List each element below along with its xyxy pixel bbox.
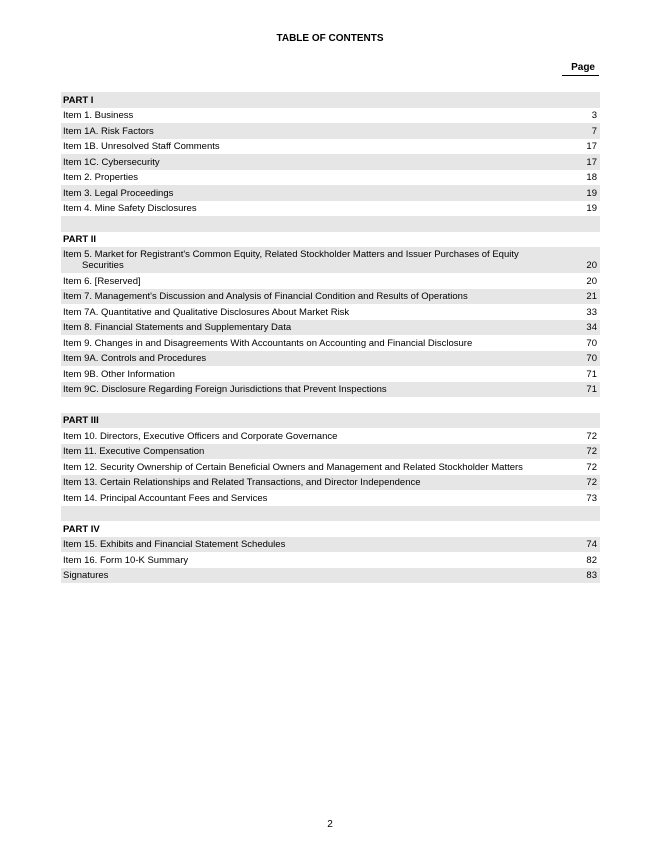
toc-row[interactable] — [61, 459, 600, 475]
toc-item-label[interactable]: Item 7A. Quantitative and Qualitative Disclosures About Market Risk — [63, 306, 350, 318]
toc-page-number: 18 — [586, 172, 597, 183]
toc-item-label[interactable]: Item 14. Principal Accountant Fees and Services — [63, 492, 268, 504]
page-column-header: Page — [562, 62, 599, 76]
toc-row[interactable] — [61, 428, 600, 444]
toc-item-label[interactable]: Item 8. Financial Statements and Supplementary Data — [63, 322, 292, 333]
toc-page-number: 3 — [591, 110, 597, 121]
toc-page-number: 74 — [586, 539, 597, 550]
toc-page-number: 82 — [586, 554, 597, 566]
toc-row[interactable] — [61, 170, 600, 186]
toc-row[interactable] — [61, 304, 600, 320]
toc-page-number: 71 — [586, 384, 597, 395]
toc-row[interactable] — [61, 444, 600, 460]
toc-page-number: 19 — [586, 203, 597, 214]
toc-item-label[interactable]: Item 1C. Cybersecurity — [63, 156, 160, 168]
toc-page-number: 34 — [586, 322, 597, 333]
toc-row[interactable] — [61, 123, 600, 139]
toc-row[interactable] — [61, 139, 600, 155]
toc-item-label[interactable]: Signatures — [63, 570, 109, 581]
toc-row[interactable] — [61, 185, 600, 201]
toc-item-label[interactable]: Item 5. Market for Registrant's Common Equity, Related Stockholder Matters and Issuer Purchases of Equity Securities — [63, 249, 519, 271]
toc-page-number: 83 — [586, 570, 597, 581]
footer-page-number: 2 — [327, 819, 333, 830]
toc-row[interactable] — [61, 475, 600, 491]
toc-row[interactable] — [61, 382, 600, 398]
toc-row[interactable] — [61, 108, 600, 124]
toc-row[interactable] — [61, 335, 600, 351]
toc-page-number: 7 — [591, 125, 597, 137]
toc-item-label[interactable]: Item 1B. Unresolved Staff Comments — [63, 141, 220, 152]
toc-row[interactable] — [61, 289, 600, 305]
toc-row[interactable] — [61, 351, 600, 367]
table-of-contents — [61, 92, 600, 583]
toc-item-label[interactable]: Item 1A. Risk Factors — [63, 125, 154, 137]
part-heading — [61, 413, 600, 429]
toc-page-number: 21 — [586, 291, 597, 302]
toc-page-number: 20 — [586, 260, 597, 271]
part-heading — [61, 521, 600, 537]
toc-page-number: 70 — [586, 353, 597, 364]
part-heading — [61, 92, 600, 108]
toc-page-number: 73 — [586, 492, 597, 504]
toc-row[interactable] — [61, 568, 600, 584]
toc-row[interactable] — [61, 154, 600, 170]
toc-row[interactable] — [61, 201, 600, 217]
section-spacer — [61, 397, 600, 413]
toc-item-label[interactable]: Item 7. Management's Discussion and Analysis of Financial Condition and Results of Operations — [63, 291, 468, 302]
document-title: TABLE OF CONTENTS — [276, 33, 384, 44]
toc-item-label[interactable]: Item 3. Legal Proceedings — [63, 187, 174, 199]
toc-page-number: 72 — [586, 461, 597, 473]
toc-page-number: 19 — [586, 187, 597, 199]
toc-item-label[interactable]: Item 12. Security Ownership of Certain Beneficial Owners and Management and Related Stockholder Matters — [63, 461, 523, 473]
part-heading-label: PART II — [63, 234, 97, 245]
toc-item-label[interactable]: Item 6. [Reserved] — [63, 275, 141, 287]
toc-item-label[interactable]: Item 11. Executive Compensation — [63, 446, 205, 457]
toc-page-number: 72 — [586, 446, 597, 457]
toc-item-label[interactable]: Item 16. Form 10-K Summary — [63, 554, 189, 566]
toc-item-label[interactable]: Item 9. Changes in and Disagreements With Accountants on Accounting and Financial Disclosure — [63, 337, 473, 349]
toc-page-number: 72 — [586, 430, 597, 442]
toc-row[interactable] — [61, 320, 600, 336]
toc-row[interactable] — [61, 273, 600, 289]
toc-item-label[interactable]: Item 15. Exhibits and Financial Statement Schedules — [63, 539, 286, 550]
part-heading-label: PART I — [63, 94, 94, 106]
toc-row[interactable] — [61, 552, 600, 568]
toc-row[interactable] — [61, 490, 600, 506]
toc-item-label[interactable]: Item 9A. Controls and Procedures — [63, 353, 207, 364]
toc-item-label[interactable]: Item 2. Properties — [63, 172, 138, 183]
toc-item-label[interactable]: Item 9C. Disclosure Regarding Foreign Jurisdictions that Prevent Inspections — [63, 384, 387, 395]
toc-row[interactable] — [61, 537, 600, 553]
toc-item-label[interactable]: Item 13. Certain Relationships and Related Transactions, and Director Independence — [63, 477, 421, 488]
section-spacer — [61, 216, 600, 232]
toc-row[interactable] — [61, 366, 600, 382]
toc-page-number: 72 — [586, 477, 597, 488]
toc-row[interactable] — [61, 247, 600, 273]
toc-item-label[interactable]: Item 10. Directors, Executive Officers and Corporate Governance — [63, 430, 338, 442]
toc-item-label[interactable]: Item 4. Mine Safety Disclosures — [63, 203, 197, 214]
toc-item-label[interactable]: Item 1. Business — [63, 110, 134, 121]
section-spacer — [61, 506, 600, 522]
toc-page-number: 33 — [586, 306, 597, 318]
toc-page-number: 17 — [586, 156, 597, 168]
part-heading-label: PART IV — [63, 523, 100, 535]
toc-page-number: 17 — [586, 141, 597, 152]
part-heading-label: PART III — [63, 415, 99, 426]
toc-item-label[interactable]: Item 9B. Other Information — [63, 368, 175, 380]
part-heading — [61, 232, 600, 248]
toc-page-number: 20 — [586, 275, 597, 287]
toc-page-number: 71 — [586, 368, 597, 380]
toc-page-number: 70 — [586, 337, 597, 349]
